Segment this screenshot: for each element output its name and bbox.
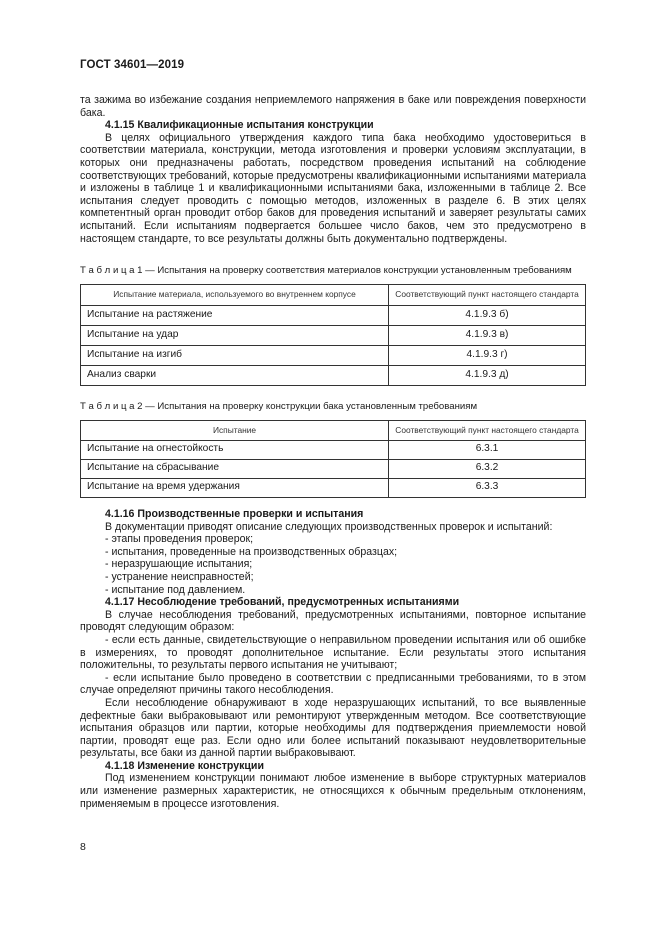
list-item: - этапы проведения проверок; (105, 533, 254, 546)
section-4-1-16-intro: В документации приводят описание следующих производственных проверок и испытаний: (105, 520, 553, 533)
table-1-caption-text: — Испытания на проверку соответствия материалов конструкции установленным требованиям (142, 265, 572, 276)
table-2-col-clause: Соответствующий пункт настоящего стандарта (389, 420, 586, 440)
clause-cell: 6.3.1 (389, 440, 586, 459)
table-2-col-test: Испытание (81, 420, 389, 440)
list-item: - испытание под давлением. (105, 583, 246, 596)
clause-cell: 4.1.9.3 б) (389, 305, 586, 325)
test-cell: Испытание на удар (81, 325, 389, 345)
page-number: 8 (80, 841, 86, 853)
table-row (81, 345, 586, 365)
intro-section (80, 94, 586, 245)
section-4-1-17-p1: В случае несоблюдения требований, предусмотренных испытаниями, повторное испытание проводят следующим образом: (80, 608, 586, 634)
clause-cell: 6.3.2 (389, 459, 586, 478)
table-row (81, 440, 586, 459)
table-1-col-test: Испытание материала, используемого во внутреннем корпусе (81, 284, 389, 305)
table-2-header-row (81, 420, 586, 440)
table-1-header-row (81, 284, 586, 305)
table-1 (80, 284, 586, 386)
table-2-caption-text: — Испытания на проверку конструкции бака установленным требованиям (142, 401, 478, 412)
section-4-1-18-title: 4.1.18 Изменение конструкции (105, 759, 264, 772)
clause-cell: 4.1.9.3 в) (389, 325, 586, 345)
table-1-col-clause: Соответствующий пункт настоящего стандарта (389, 284, 586, 305)
clause-cell: 6.3.3 (389, 478, 586, 497)
table-row (81, 325, 586, 345)
document-header: ГОСТ 34601—2019 (80, 59, 185, 71)
table-row (81, 478, 586, 497)
table-row (81, 365, 586, 385)
table-row (81, 459, 586, 478)
production-section (80, 508, 586, 810)
table-2-caption-prefix: Т а б л и ц а 2 (80, 401, 143, 412)
section-4-1-15-text: В целях официального утверждения каждого типа бака необходимо удостовериться в соответствии материала, конструкции, метода изготовления и проверки условиям эксплуатации, в которых они предназначены работать, посредством проведения испытаний на соблюдение соответствующих требований, которые предусмотрены квалификационными испытаниями материала и изложены в таблице 1 и квалификационными испытаниями бака, изложенными в таблице 2. Все испытания следует проводить с помощью методов, изложенных в разделе 6. В этих целях компетентный орган проводит отбор баков для проведения испытаний и заверяет результаты самих испытаний. Если испытаниям подвергается большее число баков, чем это предусмотрено в настоящем стандарте, то все результаты должны быть документально подтверждены. (80, 131, 586, 245)
clause-cell: 4.1.9.3 г) (389, 345, 586, 365)
table-1-block (80, 265, 586, 386)
test-cell: Испытание на растяжение (81, 305, 389, 325)
test-cell: Испытание на сбрасывание (81, 459, 389, 478)
table-1-caption (80, 265, 586, 278)
list-item: - устранение неисправностей; (105, 570, 254, 583)
test-cell: Анализ сварки (81, 365, 389, 385)
clause-cell: 4.1.9.3 д) (389, 365, 586, 385)
section-4-1-17-title: 4.1.17 Несоблюдение требований, предусмотренных испытаниями (105, 596, 460, 609)
list-item: - испытания, проведенные на производственных образцах; (105, 545, 398, 558)
section-4-1-17-p4: Если несоблюдение обнаруживают в ходе неразрушающих испытаний, то все выявленные дефектные баки выбраковывают или ремонтируют утвержденным методом. Все соответствующие испытания образцов или партии, которые необходимы для подтверждения приемлемости новой партии, проводят еще раз. Если одно или более испытаний показывают неудовлетворительные результаты, все баки из данной партии выбраковывают. (80, 696, 586, 760)
continued-paragraph: та зажима во избежание создания неприемлемого напряжения в баке или повреждения поверхности бака. (80, 94, 586, 119)
test-cell: Испытание на огнестойкость (81, 440, 389, 459)
section-4-1-16-title: 4.1.16 Производственные проверки и испытания (105, 508, 364, 520)
table-row (81, 305, 586, 325)
test-cell: Испытание на время удержания (81, 478, 389, 497)
table-2-caption (80, 401, 586, 414)
section-4-1-18-p1: Под изменением конструкции понимают любое изменение в выборе структурных материалов или изменение размерных характеристик, не относящихся к обычным предельным отклонениям, применяемым в процессе изготовления. (80, 772, 586, 810)
table-1-caption-prefix: Т а б л и ц а 1 (80, 265, 143, 276)
list-item: - неразрушающие испытания; (105, 558, 253, 571)
table-2 (80, 420, 586, 498)
table-2-block (80, 401, 586, 498)
section-4-1-15-title: 4.1.15 Квалификационные испытания конструкции (105, 119, 374, 132)
section-4-1-17-p2: - если есть данные, свидетельствующие о неправильном проведении испытания или об ошибке в измерениях, то проводят дополнительное испытание. Если результаты этого испытания положительны, то результаты первого испытания не учитывают; (80, 633, 586, 672)
section-4-1-17-p3: - если испытание было проведено в соответствии с предписанными требованиями, то в этом случае определяют причины такого несоблюдения. (80, 671, 586, 697)
test-cell: Испытание на изгиб (81, 345, 389, 365)
